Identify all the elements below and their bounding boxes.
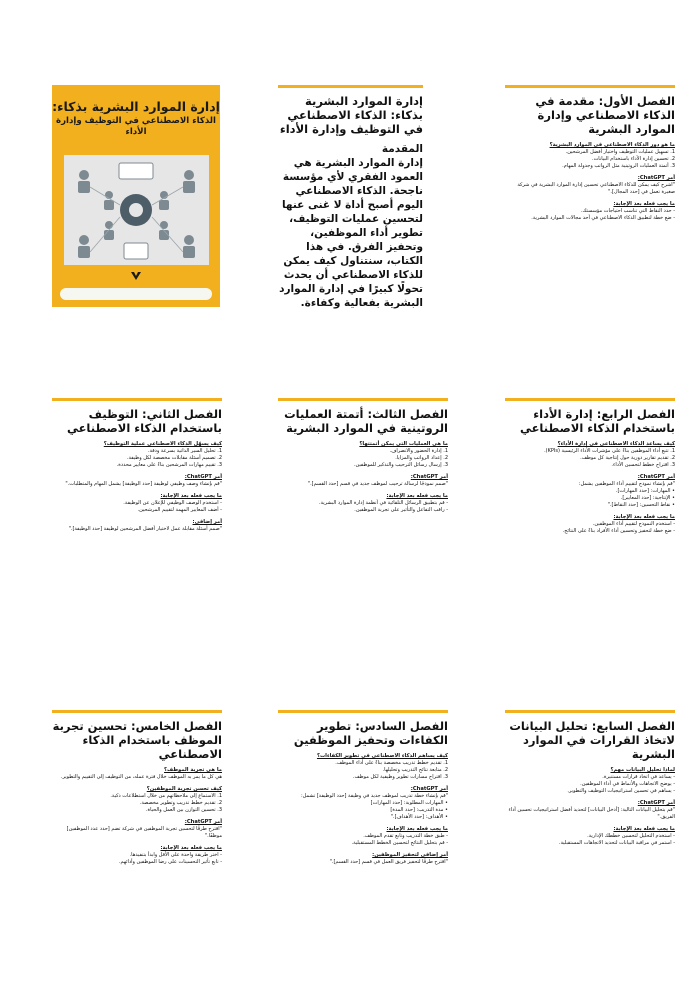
- text-line: • مدة التدريب: [حدد المدة]: [390, 807, 448, 813]
- text-line: "قم بإنشاء خطة تدريب لموظف جديد في وظيفة [حدد الوظيفة] تشمل:: [301, 793, 448, 799]
- section-heading: ما هي تجربة الموظف؟: [164, 767, 222, 773]
- text-line: هي كل ما يمر به الموظف خلال فترة عمله، من التوظيف إلى التقييم والتطوير.: [60, 774, 222, 780]
- text-line: 1. تتبع أداء الموظفين بناءً على مؤشرات الأداء الرئيسية (KPIs).: [544, 448, 675, 454]
- text-line: • نقاط التحسين: [حدد النقاط].": [607, 502, 675, 508]
- intro-text: إدارة الموارد البشرية هي العمود الفقري لأي مؤسسة ناجحة. الذكاء الاصطناعي اليوم أصبح أداة لا غنى عنها لتحسين عمليات التوظيف، تطوير أداء الموظفين، وتحفيز الفرق. في هذا الكتاب، سنتناول كيف يمكن للذكاء الاصطناعي أن يحدث تحولًا كبيرًا في إدارة الموارد البشرية بفعالية وكفاءة.: [279, 157, 423, 309]
- chapter-page-3: [278, 398, 448, 514]
- section-heading: كيف يسهّل الذكاء الاصطناعي عملية التوظيف؟: [103, 441, 222, 447]
- text-line: 1. تقديم خطط تدريب مخصصة بناءً على أداء الموظف.: [335, 760, 448, 766]
- section-heading: لماذا تحليل البيانات مهم؟: [610, 767, 675, 773]
- page-accent-bar: [52, 710, 222, 713]
- text-line: - استخدم التحليل لتحسين خططك الإدارية.: [587, 833, 675, 839]
- text-line: 3. تحسين التوازن بين العمل والحياة.: [145, 807, 222, 813]
- chapter-page-1: [505, 85, 675, 222]
- section-heading: أمر ChatGPT:: [637, 175, 675, 181]
- cover-title: إدارة الموارد البشرية بذكاء:: [52, 99, 220, 114]
- chapter-title: الفصل الرابع: إدارة الأداء باستخدام الذكاء الاصطناعي: [519, 407, 675, 435]
- text-line: - يوضح الاتجاهات والأنماط في أداء الموظفين.: [580, 781, 675, 787]
- text-line: 1. الاستماع إلى ملاحظاتهم من خلال استطلاعات ذكية.: [110, 793, 222, 799]
- text-line: - ضع خطة لتحفيز وتحسين أداء الأفراد بناءً على النتائج.: [562, 528, 675, 534]
- section-heading: ما يجب فعله بعد الإجابة:: [613, 826, 675, 832]
- section-heading: أمر ChatGPT:: [637, 474, 675, 480]
- chapter-title: الفصل الثالث: أتمتة العمليات الروتينية في الموارد البشرية: [284, 407, 448, 435]
- chapter-page-5: [52, 710, 222, 866]
- text-line: 1. تحليل السير الذاتية بسرعة ودقة.: [147, 448, 222, 454]
- text-line: "صمم نموذجًا لرسالة ترحيب لموظف جديد في قسم [حدد القسم].": [307, 481, 448, 487]
- text-line: - يساعد في اتخاذ قرارات مستنيرة.: [602, 774, 675, 780]
- page-accent-bar: [52, 398, 222, 401]
- section-heading: كيف تحسن تجربة الموظفين؟: [146, 786, 222, 792]
- cover-footer-pill: [60, 288, 212, 300]
- text-line: - ضع خطة لتطبيق الذكاء الاصطناعي في أحد مجالات الموارد البشرية.: [531, 215, 675, 221]
- text-line: • الإنتاجية: [حدد المعايير].: [620, 495, 675, 501]
- page-accent-bar: [278, 710, 448, 713]
- text-line: - استخدم الوصف الوظيفي للإعلان عن الوظيفة.: [123, 500, 222, 506]
- section-heading: ما يجب فعله بعد الإجابة:: [613, 514, 675, 520]
- text-line: "قم بتحليل البيانات التالية: [أدخل البيانات] لتحديد أفضل استراتيجيات تحسين أداء الفريق.": [508, 807, 675, 820]
- text-line: - راقب التفاعل والتأثير على تجربة الموظفين.: [354, 507, 448, 513]
- text-line: - قم بتطبيق الرسائل التلقائية في أنظمة إدارة الموارد البشرية.: [318, 500, 448, 506]
- text-line: "اشرح كيف يمكن للذكاء الاصطناعي تحسين إدارة الموارد البشرية في شركة صغيرة تعمل في [حدد المجال].": [517, 182, 675, 195]
- page-accent-bar: [278, 398, 448, 401]
- page-accent-bar: [505, 710, 675, 713]
- section-heading: كيف يساعد الذكاء الاصطناعي في إدارة الأداء؟: [557, 441, 675, 447]
- intro-page: [278, 85, 423, 310]
- section-heading: أمر إضافي لتحفيز الموظفين:: [372, 852, 448, 858]
- text-line: 2. تقديم تقارير دورية حول إنتاجية كل موظف.: [580, 455, 675, 461]
- text-line: - أضف المعايير المهمة لتقييم المرشحين.: [137, 507, 222, 513]
- text-line: 2. تحسين إدارة الأداء باستخدام البيانات.: [592, 156, 675, 162]
- text-line: 1. إدارة الحضور والانصراف.: [389, 448, 448, 454]
- cover-illustration: [64, 155, 209, 265]
- text-line: 2. تصميم أسئلة مقابلات مخصصة لكل وظيفة.: [126, 455, 222, 461]
- section-heading: ما هي العمليات التي يمكن أتمتتها؟: [359, 441, 448, 447]
- text-line: • الأهداف: [حدد الأهداف].": [390, 814, 448, 820]
- page-accent-bar: [278, 85, 423, 88]
- section-heading: ما يجب فعله بعد الإجابة:: [160, 493, 222, 499]
- intro-title: إدارة الموارد البشرية بذكاء: الذكاء الاصطناعي في التوظيف وإدارة الأداء: [279, 94, 423, 136]
- section-heading: أمر ChatGPT:: [184, 819, 222, 825]
- section-heading: ما يجب فعله بعد الإجابة:: [160, 845, 222, 851]
- section-heading: أمر ChatGPT:: [637, 800, 675, 806]
- text-line: 2. تقديم خطط تدريب وتطوير مخصصة.: [139, 800, 222, 806]
- section-heading: ما يجب فعله بعد الإجابة:: [386, 493, 448, 499]
- text-line: 3. اقتراح مسارات تطوير وظيفية لكل موظف.: [352, 774, 448, 780]
- section-heading: أمر ChatGPT:: [410, 474, 448, 480]
- publisher-logo-icon: [130, 271, 142, 281]
- text-line: - استخدم النموذج لتقييم أداء الموظفين.: [592, 521, 675, 527]
- chapter-page-6: [278, 710, 448, 866]
- text-line: - حدد النقاط التي تناسب احتياجات مؤسستك.: [580, 208, 675, 214]
- text-line: - اختر طريقة واحدة على الأقل وابدأ بتنفيذها.: [129, 852, 222, 858]
- text-line: "اقترح طرقًا لتحسين تجربة الموظفين في شركة تضم [حدد عدد الموظفين] موظفًا.": [66, 826, 222, 839]
- chapter-page-7: [505, 710, 675, 847]
- text-line: "قم بإنشاء نموذج لتقييم أداء الموظفين يشمل:: [578, 481, 675, 487]
- chapter-title: الفصل السادس: تطوير الكفاءات وتحفيز الموظفين: [293, 719, 448, 747]
- text-line: 3. إرسال رسائل الترحيب والتذكير للموظفين.: [353, 462, 448, 468]
- cover-subtitle: الذكاء الاصطناعي في التوظيف وإدارة الأداء: [56, 116, 216, 137]
- chapter-page-2: [52, 398, 222, 533]
- text-line: 2. إعداد الرواتب والمزايا.: [395, 455, 448, 461]
- text-line: - استمر في مراقبة البيانات لتحديد الاتجاهات المستقبلية.: [558, 840, 675, 846]
- section-heading: ما يجب فعله بعد الإجابة:: [613, 201, 675, 207]
- text-line: "قم بإنشاء وصف وظيفي لوظيفة [حدد الوظيفة] يشمل المهام والمتطلبات.": [65, 481, 222, 487]
- text-line: 2. متابعة نتائج التدريب وتحليلها.: [382, 767, 448, 773]
- chapter-title: الفصل الأول: مقدمة في الذكاء الاصطناعي وإدارة الموارد البشرية: [535, 94, 675, 136]
- section-heading: أمر إضافي:: [192, 519, 222, 525]
- intro-heading: المقدمة: [381, 143, 423, 155]
- page-accent-bar: [505, 398, 675, 401]
- text-line: 3. اقتراح خطط لتحسين الأداء.: [611, 462, 675, 468]
- chapter-page-4: [505, 398, 675, 535]
- text-line: • المهارات المطلوبة: [حدد المهارات]: [370, 800, 448, 806]
- text-line: 3. أتمتة العمليات الروتينية مثل الرواتب وجدولة المهام.: [562, 163, 675, 169]
- text-line: 3. تقييم مهارات المرشحين بناءً على معايير محددة.: [116, 462, 222, 468]
- chapter-title: الفصل الخامس: تحسين تجربة الموظف باستخدام الذكاء الاصطناعي: [52, 719, 222, 761]
- section-heading: أمر ChatGPT:: [184, 474, 222, 480]
- text-line: "اقترح طرقًا لتحفيز فريق العمل في قسم [حدد القسم].": [329, 859, 448, 865]
- section-heading: ما يجب فعله بعد الإجابة:: [386, 826, 448, 832]
- chapter-title: الفصل السابع: تحليل البيانات لاتخاذ القرارات في الموارد البشرية: [509, 719, 675, 761]
- book-cover: [52, 85, 220, 307]
- section-heading: أمر ChatGPT:: [410, 786, 448, 792]
- section-heading: كيف يساهم الذكاء الاصطناعي في تطوير الكفاءات؟: [316, 753, 448, 759]
- text-line: • المهارات: [حدد المهارات].: [615, 488, 675, 494]
- text-line: 1. تسهيل عمليات التوظيف واختيار أفضل المرشحين.: [565, 149, 675, 155]
- text-line: - قم بتحليل النتائج لتحسين الخطط المستقبلية.: [351, 840, 448, 846]
- text-line: - يساهم في تحسين استراتيجيات التوظيف والتطوير.: [567, 788, 675, 794]
- text-line: - تابع تأثير التحسينات على رضا الموظفين وأدائهم.: [118, 859, 222, 865]
- section-heading: ما هو دور الذكاء الاصطناعي في الموارد البشرية؟: [549, 142, 675, 148]
- page-accent-bar: [505, 85, 675, 88]
- chapter-title: الفصل الثاني: التوظيف باستخدام الذكاء الاصطناعي: [66, 407, 222, 435]
- text-line: - طبق خطة التدريب وتابع تقدم الموظف.: [363, 833, 448, 839]
- text-line: "صمم أسئلة مقابلة عمل لاختيار أفضل المرشحين لوظيفة [حدد الوظيفة].": [68, 526, 222, 532]
